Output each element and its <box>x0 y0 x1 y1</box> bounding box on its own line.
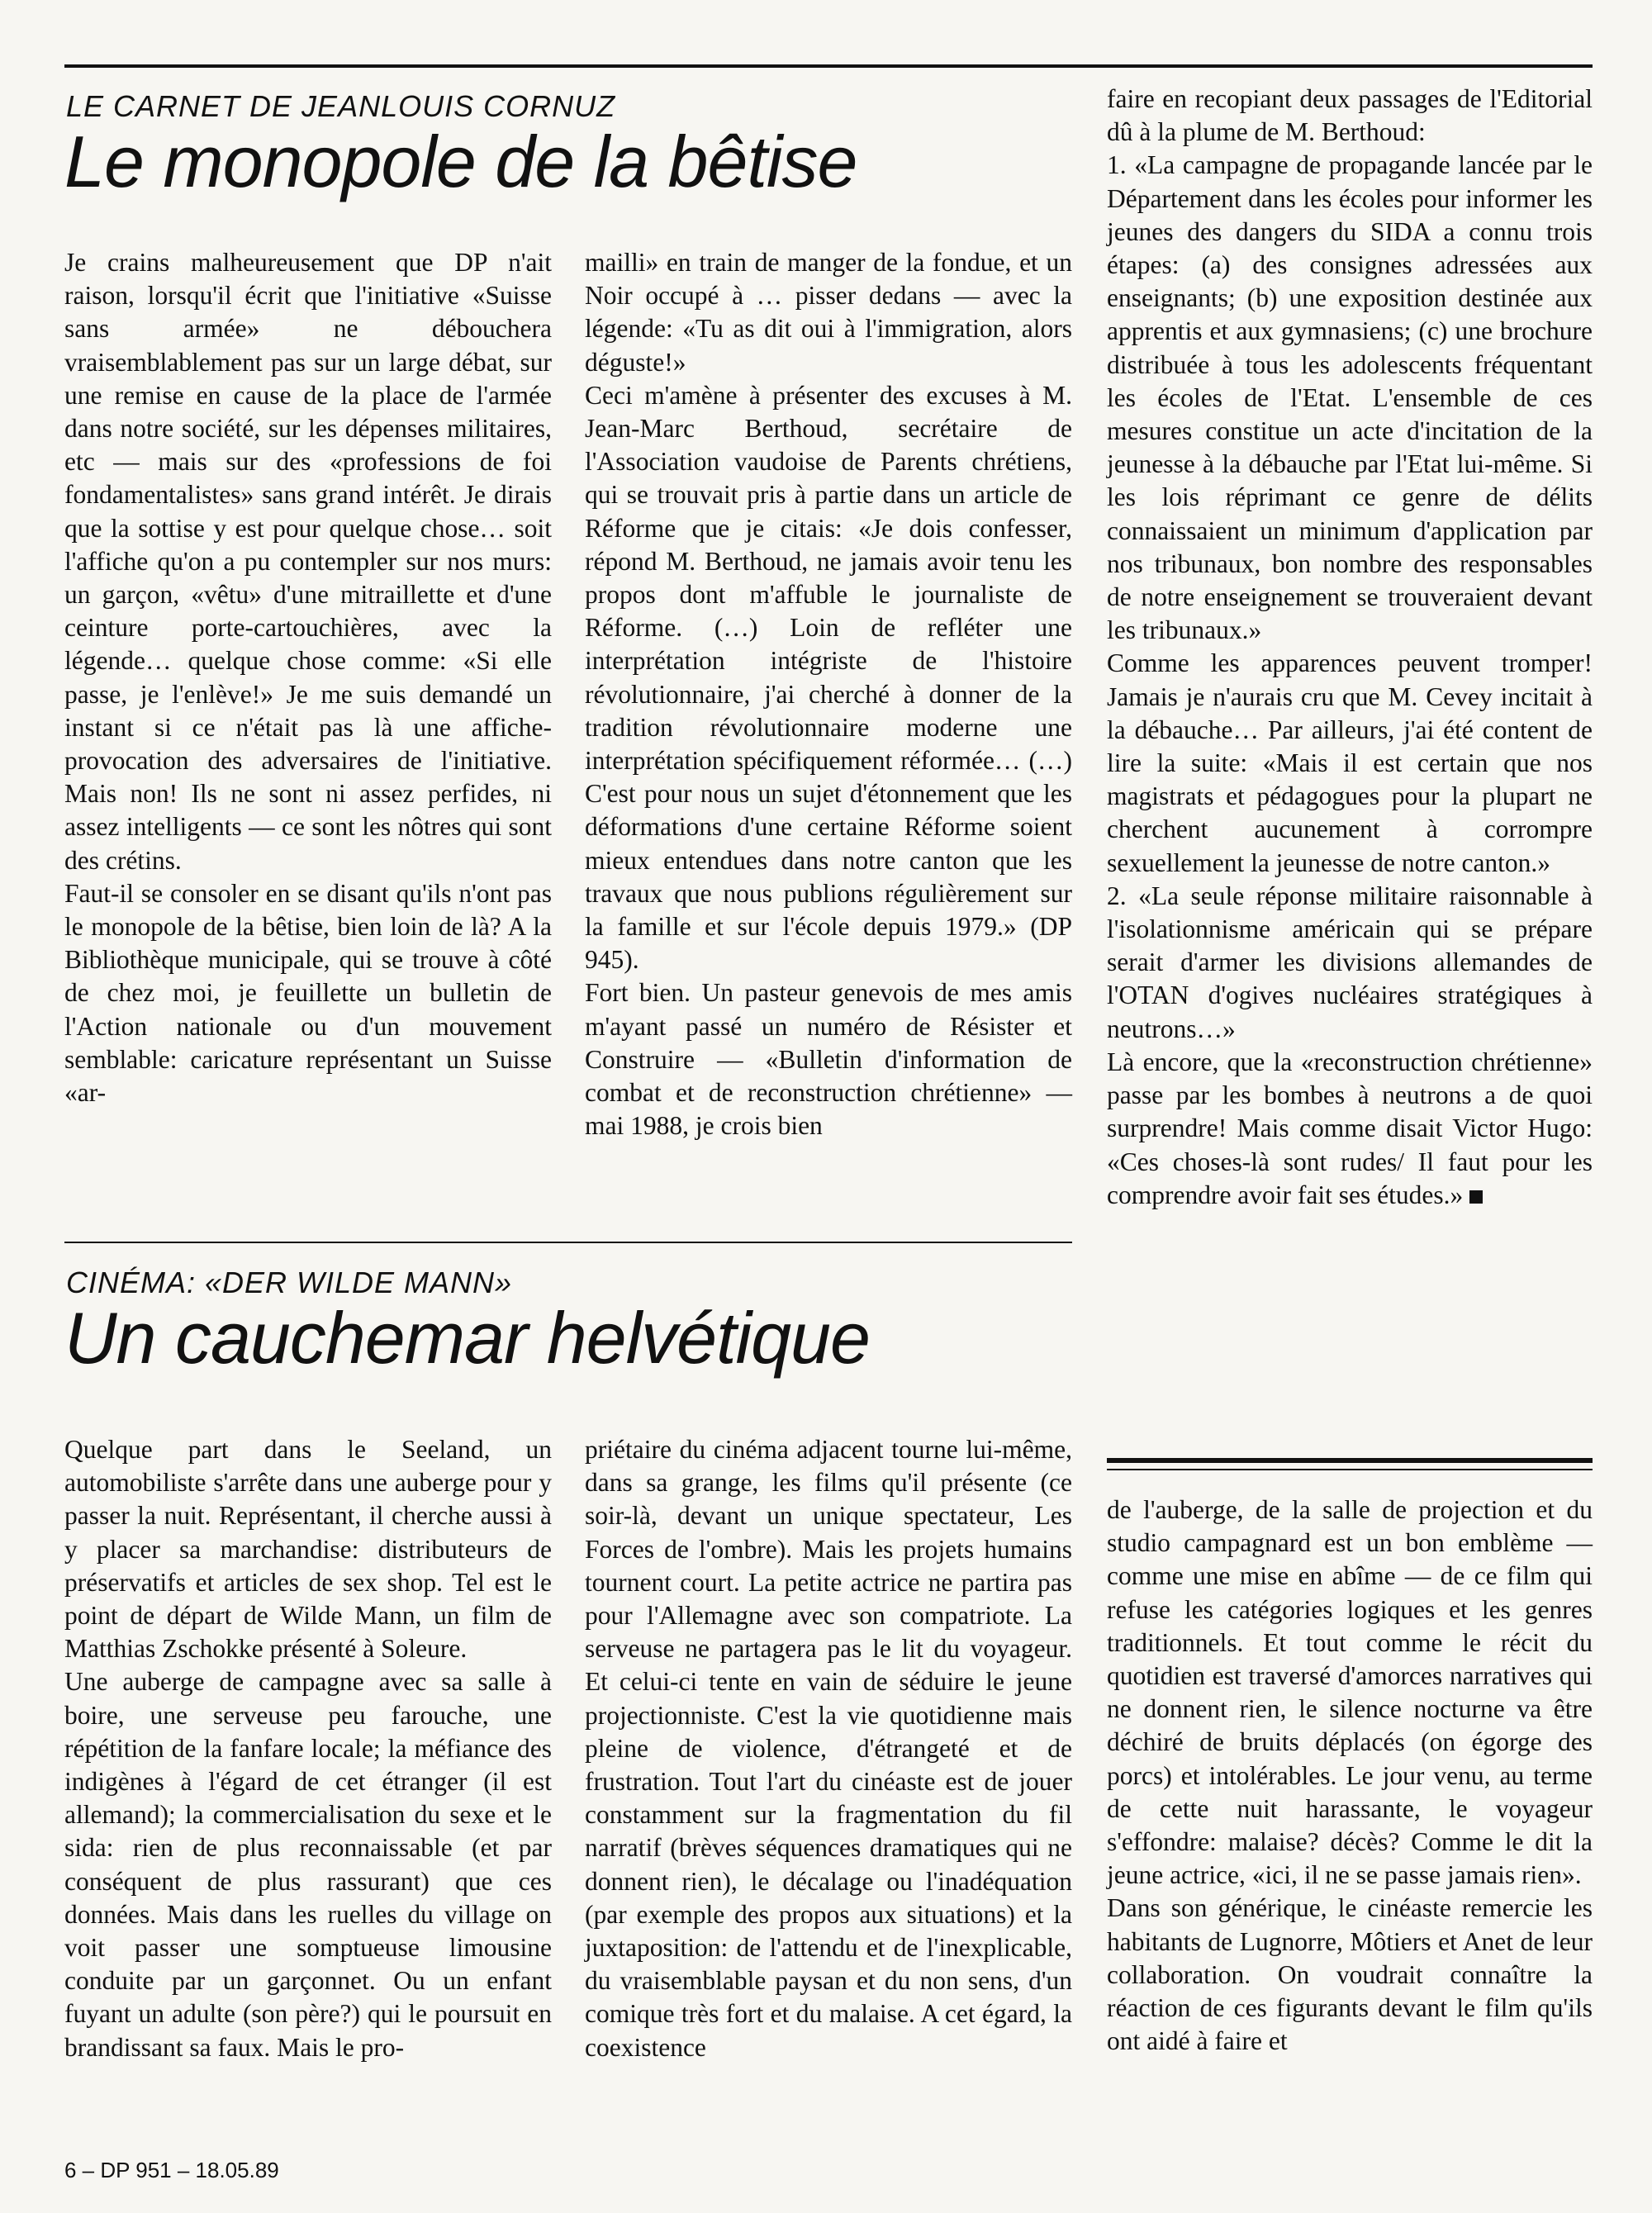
article1-column-3 <box>1107 83 1593 1212</box>
article1-column-2 <box>585 246 1072 1142</box>
end-mark-icon <box>1469 1190 1483 1204</box>
paragraph: priétaire du cinéma adjacent tourne lui-même, dans sa grange, les films qu'il présente (ce soir-là, devant un unique spectateur, Les Forces de l'ombre). Mais les projets humains tournent court. La petite actrice ne partira pas pour l'Allemagne avec son compatriote. La serveuse ne partagera pas le lit du voyageur. Et celui-ci tente en vain de séduire le jeune projectionniste. C'est la vie quotidienne mais pleine de violence, d'étrangeté et de frustration. Tout l'art du cinéaste est de jouer constamment sur la fragmentation du fil narratif (brèves séquences dramatiques qui ne donnent rien), le décalage ou l'inadéquation (par exemple des propos aux situations) et la juxtaposition: de l'attendu et de l'inexplicable, du vraisemblable paysan et du non sens, d'un comique très fort et du malaise. A cet égard, la coexistence <box>585 1435 1072 2062</box>
paragraph: Quelque part dans le Seeland, un automobiliste s'arrête dans une auberge pour y passer la nuit. Représentant, il cherche aussi à y placer sa marchandise: distributeurs de préservatifs et articles de sex shop. Tel est le point de départ de Wilde Mann, un film de Matthias Zschokke présenté à Soleure. <box>64 1435 552 1664</box>
page-footer: 6 – DP 951 – 18.05.89 <box>64 2158 279 2182</box>
article2-title: Un cauchemar helvétique <box>64 1297 870 1379</box>
mid-rule <box>64 1242 1072 1243</box>
paragraph: mailli» en train de manger de la fondue, et un Noir occupé à … pisser dedans — avec la légende: «Tu as dit oui à l'immigration, alors déguste!» <box>585 248 1072 377</box>
article2-column-3 <box>1107 1494 1593 2058</box>
paragraph: faire en recopiant deux passages de l'Editorial dû à la plume de M. Berthoud: <box>1107 84 1593 147</box>
paragraph: Faut-il se consoler en se disant qu'ils n'ont pas le monopole de la bêtise, bien loin de là? A la Bibliothèque municipale, qui se trouve à côté de chez moi, je feuillette un bulletin de l'Action nationale ou d'un mouvement semblable: caricature représentant un Suisse «ar- <box>64 878 552 1108</box>
paragraph: Je crains malheureusement que DP n'ait raison, lorsqu'il écrit que l'initiative «Suisse sans armée» ne débouchera vraisemblablement pas sur un large débat, sur une remise en cause de la place de l'armée dans notre société, sur les dépenses militaires, etc — mais sur des «professions de foi fondamentalistes» sans grand intérêt. Je dirais que la sottise y est pour quelque chose… soit l'affiche qu'on a pu contempler sur nos murs: un garçon, «vêtu» d'une mitraillette et d'une ceinture porte-cartouchières, avec la légende… quelque chose comme: «Si elle passe, je l'enlève!» Je me suis demandé un instant si ce n'était pas là une affiche-provocation des adversaires de l'initiative. Mais non! Ils ne sont ni assez perfides, ni assez intelligents — ce sont les nôtres qui sont des crétins. <box>64 248 552 875</box>
article1-column-1 <box>64 246 552 1109</box>
article1-kicker: LE CARNET DE JEANLOUIS CORNUZ <box>66 89 616 123</box>
paragraph: de l'auberge, de la salle de projection et du studio campagnard est un bon emblème — comme une mise en abîme — de ce film qui refuse les catégories logiques et les genres traditionnels. Et tout comme le récit du quotidien est traversé d'amorces narratives qui ne donnent rien, le silence nocturne va être déchiré de bruits déplacés (on égorge des porcs) et intolérables. Le jour venu, au terme de cette nuit harassante, le voyageur s'effondre: malaise? décès? Comme le dit la jeune actrice, «ici, il ne se passe jamais rien». <box>1107 1495 1593 1890</box>
top-rule <box>64 64 1593 68</box>
paragraph: 1. «La campagne de propagande lancée par le Département dans les écoles pour informer les jeunes des dangers du SIDA a connu trois étapes: (a) des consignes adressées aux enseignants; (b) une exposition destinée aux apprentis et aux gymnasiens; (c) une brochure distribuée à tous les adolescents fréquentant les écoles de l'Etat. L'ensemble de ces mesures constitue un acte d'incitation de la jeunesse à la débauche par l'Etat lui-même. Si les lois réprimant ce genre de délits connaissaient un minimum d'application par nos tribunaux, bon nombre des responsables de notre enseignement se trouveraient devant les tribunaux.» <box>1107 150 1593 645</box>
right-rule-thick <box>1107 1458 1593 1463</box>
article2-kicker: CINÉMA: «DER WILDE MANN» <box>66 1266 513 1299</box>
paragraph: Ceci m'amène à présenter des excuses à M. Jean-Marc Berthoud, secrétaire de l'Association vaudoise de Parents chrétiens, qui se trouvait pris à partie dans un article de Réforme que je citais: «Je dois confesser, répond M. Berthoud, ne jamais avoir tenu les propos dont m'affuble le journaliste de Réforme. (…) Loin de refléter une interprétation intégriste de l'histoire révolutionnaire, j'ai cherché à donner de la tradition révolutionnaire moderne une interprétation spécifiquement réformée… (…) C'est pour nous un sujet d'étonnement que les déformations d'une certaine Réforme soient mieux entendues dans notre canton que les travaux que nous publions régulièrement sur la famille et sur l'école depuis 1979.» (DP 945). <box>585 380 1072 975</box>
article1-title: Le monopole de la bêtise <box>64 121 857 202</box>
paragraph: Comme les apparences peuvent tromper! Jamais je n'aurais cru que M. Cevey incitait à la débauche… Par ailleurs, j'ai été content de lire la suite: «Mais il est certain que nos magistrats et pédagogues pour la plupart ne cherchent aucunement à corrompre sexuellement la jeunesse de notre canton.» <box>1107 648 1593 877</box>
right-rule-thin <box>1107 1469 1593 1470</box>
paragraph-last <box>1107 1046 1593 1212</box>
paragraph: 2. «La seule réponse militaire raisonnable à l'isolationnisme américain qui se prépare serait d'armer les divisions allemandes de l'OTAN d'ogives nucléaires stratégiques à neutrons…» <box>1107 881 1593 1043</box>
paragraph: Fort bien. Un pasteur genevois de mes amis m'ayant passé un numéro de Résister et Construire — «Bulletin d'information de combat et de reconstruction chrétienne» — mai 1988, je crois bien <box>585 978 1072 1141</box>
paragraph: Dans son générique, le cinéaste remercie les habitants de Lugnorre, Môtiers et Anet de leur collaboration. On voudrait connaître la réaction de ces figurants devant le film qu'ils ont aidé à faire et <box>1107 1893 1593 2056</box>
article2-column-2 <box>585 1433 1072 2064</box>
paragraph-text: Là encore, que la «reconstruction chrétienne» passe par les bombes à neutrons a de quoi surprendre! Mais comme disait Victor Hugo: «Ces choses-là sont rudes/ Il faut pour les comprendre avoir fait ses études.» <box>1107 1047 1593 1209</box>
article2-column-1 <box>64 1433 552 2064</box>
paragraph: Une auberge de campagne avec sa salle à boire, une serveuse peu farouche, une répétition de la fanfare locale; la méfiance des indigènes à l'égard de cet étranger (il est allemand); la commercialisation du sexe et le sida: rien de plus reconnaissable (et par conséquent de plus rassurant) que ces données. Mais dans les ruelles du village on voit passer une somptueuse limousine conduite par un garçonnet. Ou un enfant fuyant un adulte (son père?) qui le poursuit en brandissant sa faux. Mais le pro- <box>64 1667 552 2062</box>
